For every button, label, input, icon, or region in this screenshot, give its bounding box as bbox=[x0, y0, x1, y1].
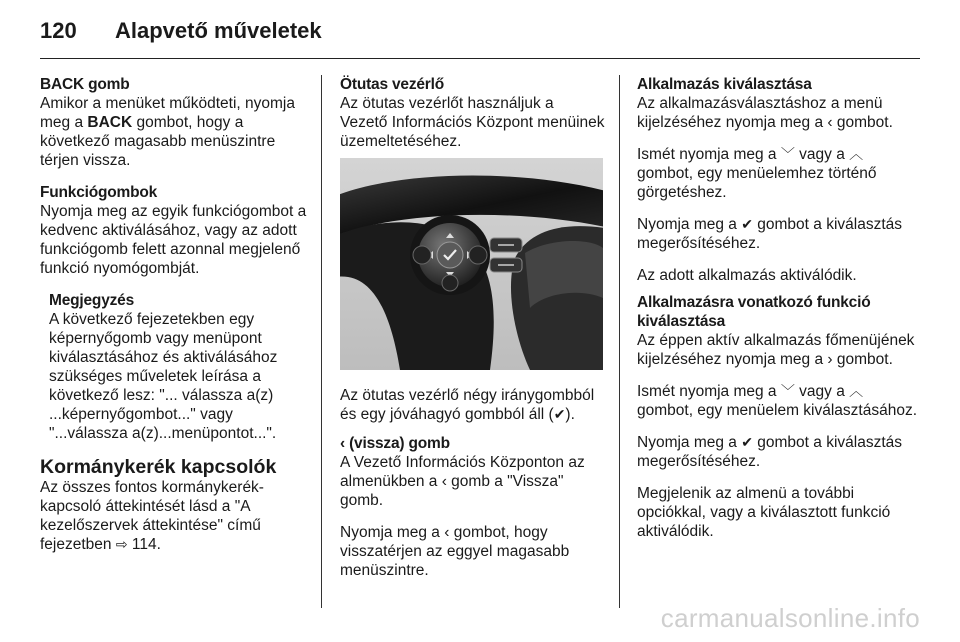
text: Nyomja meg a bbox=[340, 524, 445, 541]
text: Az ötutas vezérlő négy iránygombból és egy jóváhagyó gombból áll ( bbox=[340, 387, 595, 423]
section-title-function: Funkciógombok bbox=[40, 184, 158, 201]
confirm-paragraph-2 bbox=[637, 433, 922, 471]
check-icon: ✔ bbox=[741, 216, 753, 232]
column-divider bbox=[321, 75, 322, 608]
activates-paragraph: Az adott alkalmazás aktiválódik. bbox=[637, 267, 857, 284]
text: Ismét nyomja meg a bbox=[637, 146, 781, 163]
chevron-right-icon: › bbox=[827, 351, 833, 368]
chevron-left-icon: ‹ bbox=[444, 524, 450, 541]
text: vagy a bbox=[794, 146, 850, 163]
submenu-paragraph: Megjelenik az almenü a további opciókkal, vagy a kiválasztott funkció aktiválódik. bbox=[637, 485, 891, 540]
column-middle bbox=[340, 75, 605, 593]
section-title-fiveway: Ötutas vezérlő bbox=[340, 76, 445, 93]
section-title-app-select: Alkalmazás kiválasztása bbox=[637, 76, 812, 93]
check-icon: ✔ bbox=[741, 434, 753, 450]
fiveway-description bbox=[340, 386, 605, 424]
app-function-paragraph bbox=[637, 331, 922, 369]
text: gombot. bbox=[832, 351, 893, 368]
steering-wheel-illustration bbox=[340, 158, 603, 370]
text: Az összes fontos kormánykerék-kapcsoló áttekintését lásd a "A kezelőszervek áttekintése" című fejezetben bbox=[40, 479, 264, 553]
steering-paragraph bbox=[40, 478, 310, 554]
note-title: Megjegyzés bbox=[49, 292, 135, 309]
fiveway-paragraph: Az ötutas vezérlőt használjuk a Vezető Információs Központ menüinek üzemeltetéséhez. bbox=[340, 95, 605, 150]
section-title-back-button bbox=[340, 434, 605, 453]
text: vagy a bbox=[794, 383, 850, 400]
chevron-up-icon: ︿ bbox=[849, 383, 864, 399]
column-left bbox=[40, 75, 310, 567]
column-divider bbox=[619, 75, 620, 608]
back-keyword: BACK bbox=[87, 114, 133, 131]
scroll-paragraph bbox=[637, 145, 922, 202]
chevron-down-icon: ﹀ bbox=[780, 383, 795, 399]
text: Nyomja meg a bbox=[637, 434, 742, 451]
section-title-app-function: Alkalmazásra vonatkozó funkció kiválasztása bbox=[637, 294, 871, 330]
text: (vissza) gomb bbox=[349, 435, 450, 452]
note-block bbox=[40, 291, 310, 443]
text: ). bbox=[565, 406, 575, 423]
page-number: 120 bbox=[40, 18, 77, 43]
text: gombot a kiválasztás megerősítéséhez. bbox=[637, 216, 903, 252]
chevron-left-icon: ‹ bbox=[827, 114, 833, 131]
select-paragraph bbox=[637, 382, 922, 420]
text: gombot, egy menüelemhez történő görgetéshez. bbox=[637, 165, 877, 201]
watermark: carmanualsonline.info bbox=[660, 603, 920, 633]
text: gombot, hogy a következő magasabb menüszintre térjen vissza. bbox=[40, 114, 276, 169]
chevron-left-icon: ‹ bbox=[340, 435, 345, 452]
back-button-paragraph-2 bbox=[340, 523, 605, 580]
text: gombot. bbox=[832, 114, 893, 131]
page-title: Alapvető műveletek bbox=[115, 18, 322, 43]
text: Nyomja meg a bbox=[637, 216, 742, 233]
text: Amikor a menüket működteti, nyomja meg a bbox=[40, 95, 295, 131]
reference-arrow-icon: ⇨ bbox=[115, 536, 128, 552]
back-button-paragraph bbox=[340, 453, 605, 510]
chevron-down-icon: ﹀ bbox=[780, 146, 795, 162]
check-icon: ✔ bbox=[553, 406, 566, 422]
page-header bbox=[40, 18, 920, 59]
chevron-up-icon: ︿ bbox=[849, 146, 864, 162]
app-select-paragraph bbox=[637, 94, 922, 132]
text: Az alkalmazásválasztáshoz a menü kijelzéséhez nyomja meg a bbox=[637, 95, 883, 131]
text: gombot, hogy visszatérjen az eggyel magasabb menüszintre. bbox=[340, 524, 570, 579]
text: Az éppen aktív alkalmazás főmenüjének kijelzéséhez nyomja meg a bbox=[637, 332, 915, 368]
text: gombot, egy menüelem kiválasztásához. bbox=[637, 402, 918, 419]
steering-wheel-image bbox=[340, 158, 603, 370]
confirm-paragraph bbox=[637, 215, 922, 253]
text: Ismét nyomja meg a bbox=[637, 383, 781, 400]
text: A Vezető Információs Központon az almenükben a bbox=[340, 454, 585, 490]
back-paragraph bbox=[40, 94, 310, 170]
section-title-steering: Kormánykerék kapcsolók bbox=[40, 456, 277, 478]
section-title-back: BACK gomb bbox=[40, 76, 130, 93]
text: gombot a kiválasztás megerősítéséhez. bbox=[637, 434, 903, 470]
note-text: A következő fejezetekben egy képernyőgomb vagy menüpont kiválasztásához és aktiválásához szükséges műveletek leírása a következő lesz: "... válassza a(z) ...képernyőgombot..." vagy "...válassza a(z)...menüpontot...". bbox=[49, 311, 278, 442]
column-right bbox=[637, 75, 922, 554]
text: gomb a "Vissza" gomb. bbox=[340, 473, 564, 509]
chevron-left-icon: ‹ bbox=[441, 473, 447, 490]
page-reference-link[interactable]: 114. bbox=[131, 536, 161, 553]
function-paragraph: Nyomja meg az egyik funkciógombot a kedvenc aktiválásához, vagy az adott funkciógomb felett azonnal megjelenő funkció nyomógombját. bbox=[40, 203, 307, 277]
